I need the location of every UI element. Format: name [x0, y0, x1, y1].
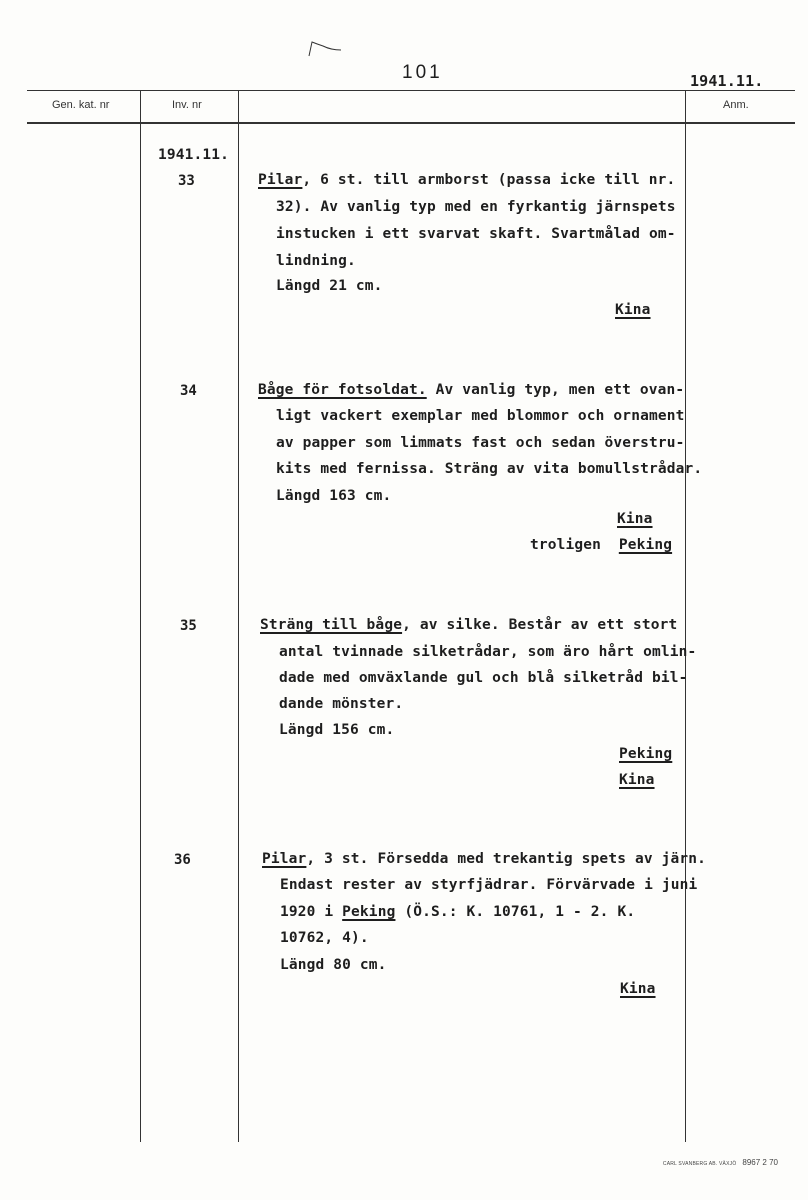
inv-number: 36: [174, 852, 191, 868]
section-year: 1941.11.: [158, 147, 230, 163]
entry-34-line-1: Båge för fotsoldat. Av vanlig typ, men ett ovan-: [258, 382, 685, 398]
entry-36-line-1: Pilar, 3 st. Försedda med trekantig spets av järn.: [262, 851, 706, 867]
form-code: 8967 2 70: [742, 1158, 778, 1167]
pencil-mark-icon: [305, 38, 343, 58]
inv-number: 34: [180, 383, 197, 399]
entry-36-line-3: 1920 i Peking (Ö.S.: K. 10761, 1 - 2. K.: [280, 904, 636, 920]
entry-origin: Kina: [615, 302, 651, 318]
entry-33-line-1: Pilar, 6 st. till armborst (passa icke till nr.: [258, 172, 676, 188]
entry-title: Båge för fotsoldat.: [258, 382, 427, 398]
header-top-rule: [27, 90, 795, 91]
entry-length: Längd 163 cm.: [276, 488, 392, 504]
entry-length: Längd 21 cm.: [276, 278, 383, 294]
entry-text-line: dade med omväxlande gul och blå silketråd bil-: [279, 670, 688, 686]
col-divider-1: [140, 90, 141, 1142]
entry-origin-secondary: troligen Peking: [530, 537, 673, 553]
entry-text-line: kits med fernissa. Sträng av vita bomullstrådar.: [276, 461, 703, 477]
entry-text-line: instucken i ett svarvat skaft. Svartmålad om-: [276, 226, 676, 242]
entry-title: Sträng till båge: [260, 617, 403, 633]
entry-length: Längd 156 cm.: [279, 722, 395, 738]
entry-origin: Peking: [619, 746, 673, 762]
inv-number: 33: [178, 173, 195, 189]
page-number: 101: [402, 62, 443, 83]
entry-title: Pilar: [262, 851, 307, 867]
entry-text-line: 10762, 4).: [280, 930, 369, 946]
entry-text-line: antal tvinnade silketrådar, som äro hårt omlin-: [279, 644, 697, 660]
header-year-code: 1941.11.: [690, 72, 764, 90]
entry-text-line: Endast rester av styrfjädrar. Förvärvade i juni: [280, 877, 698, 893]
header-bottom-rule: [27, 122, 795, 124]
entry-text-line: 32). Av vanlig typ med en fyrkantig järnspets: [276, 199, 676, 215]
printer-name: CARL SVANBERG AB. VÄXJÖ: [662, 1161, 737, 1167]
entry-length: Längd 80 cm.: [280, 957, 387, 973]
printer-footer: [663, 1158, 778, 1167]
col-header-gen-kat: Gen. kat. nr: [52, 99, 110, 111]
entry-text-line: av papper som limmats fast och sedan överstru-: [276, 435, 685, 451]
entry-text-line: dande mönster.: [279, 696, 404, 712]
entry-origin: Kina: [617, 511, 653, 527]
inv-number: 35: [180, 618, 197, 634]
entry-35-line-1: Sträng till båge, av silke. Består av ett stort: [260, 617, 678, 633]
col-header-anm: Anm.: [723, 99, 749, 111]
entry-title: Pilar: [258, 172, 303, 188]
col-header-inv: Inv. nr: [172, 99, 202, 111]
col-divider-3: [685, 90, 686, 1142]
entry-origin: Kina: [620, 981, 656, 997]
entry-text-line: lindning.: [276, 253, 356, 269]
entry-text-line: ligt vackert exemplar med blommor och ornament: [276, 408, 685, 424]
col-divider-2: [238, 90, 239, 1142]
entry-origin: Kina: [619, 772, 655, 788]
